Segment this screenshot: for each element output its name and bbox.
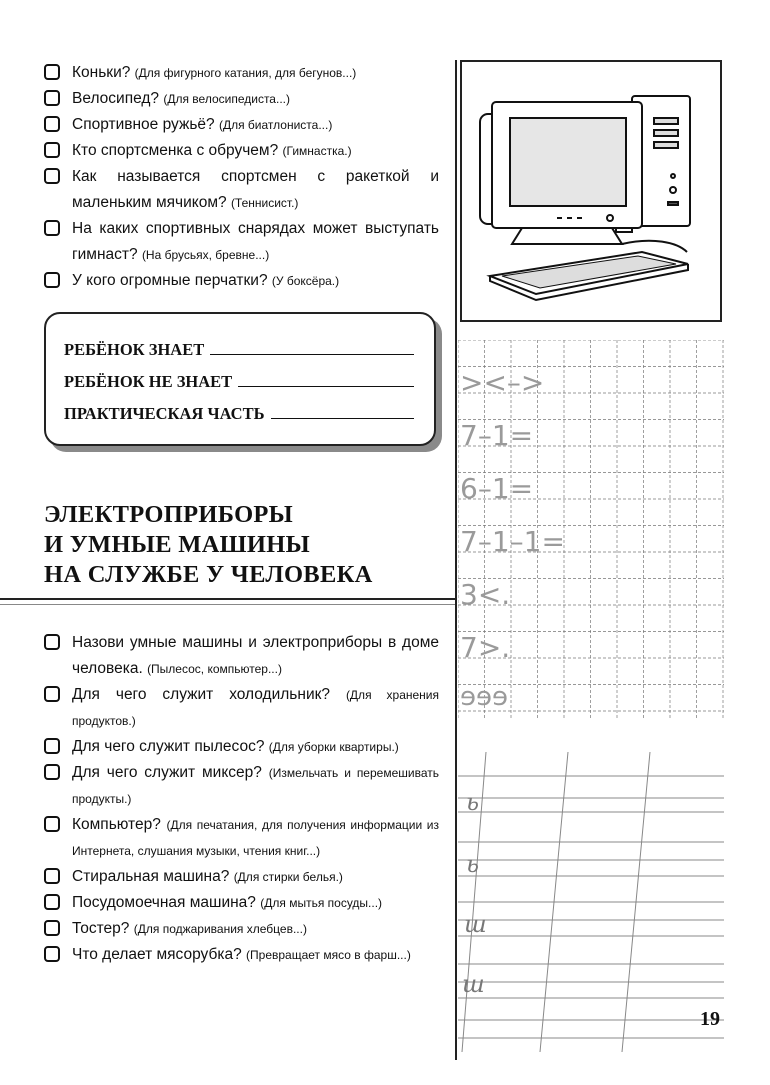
sports-questions-list bbox=[44, 60, 439, 294]
list-item: Для чего служит пылесос? (Для уборки квартиры.) bbox=[44, 734, 439, 760]
list-item: Как называется спортсмен с ракеткой и маленьким мячиком? (Теннисист.) bbox=[44, 164, 439, 216]
grid-row-6: ɘɘɘ bbox=[460, 682, 508, 712]
list-item: Кто спортсменка с обручем? (Гимнастка.) bbox=[44, 138, 439, 164]
handwriting-svg bbox=[458, 752, 724, 1052]
list-item: У кого огромные перчатки? (У боксёра.) bbox=[44, 268, 439, 294]
cursive-letter: ш bbox=[464, 910, 487, 938]
section-divider-thin bbox=[0, 604, 455, 605]
checkbox-icon[interactable] bbox=[44, 894, 60, 910]
computer-icon bbox=[462, 62, 720, 320]
checkbox-icon[interactable] bbox=[44, 816, 60, 832]
checkbox-icon[interactable] bbox=[44, 220, 60, 236]
list-item: Для чего служит холодильник? (Для хранения продуктов.) bbox=[44, 682, 439, 734]
computer-picture bbox=[460, 60, 722, 322]
grid-row-2: 6–1= bbox=[460, 472, 534, 505]
grid-row-0: ><–> bbox=[460, 366, 545, 399]
list-item: Коньки? (Для фигурного катания, для бегунов...) bbox=[44, 60, 439, 86]
cursive-letter: ь bbox=[466, 850, 480, 878]
checkbox-icon[interactable] bbox=[44, 634, 60, 650]
list-item: Велосипед? (Для велосипедиста...) bbox=[44, 86, 439, 112]
grid-svg bbox=[458, 340, 724, 750]
handwriting-lines bbox=[458, 752, 724, 1052]
practical-answer-line[interactable] bbox=[271, 418, 414, 419]
checkbox-icon[interactable] bbox=[44, 116, 60, 132]
grid-row-5: 7>. bbox=[460, 631, 511, 664]
list-item: Компьютер? (Для печатания, для получения информации из Интернета, слушания музыки, чтения книг...) bbox=[44, 812, 439, 864]
checkbox-icon[interactable] bbox=[44, 868, 60, 884]
grid-row-4: 3<. bbox=[460, 578, 511, 611]
list-item: Посудомоечная машина? (Для мытья посуды...) bbox=[44, 890, 439, 916]
cursive-letter: ь bbox=[466, 788, 480, 816]
page-number: 19 bbox=[700, 1008, 720, 1030]
knows-label: РЕБЁНОК ЗНАЕТ bbox=[64, 340, 205, 359]
checkbox-icon[interactable] bbox=[44, 764, 60, 780]
checkbox-icon[interactable] bbox=[44, 272, 60, 288]
list-item: Для чего служит миксер? (Измельчать и перемешивать продукты.) bbox=[44, 760, 439, 812]
practical-row bbox=[64, 392, 416, 424]
checkbox-icon[interactable] bbox=[44, 686, 60, 702]
not-knows-label: РЕБЁНОК НЕ ЗНАЕТ bbox=[64, 372, 233, 391]
grid-row-3: 7–1–1= bbox=[460, 525, 565, 558]
list-item: Стиральная машина? (Для стирки белья.) bbox=[44, 864, 439, 890]
checkbox-icon[interactable] bbox=[44, 168, 60, 184]
checkbox-icon[interactable] bbox=[44, 946, 60, 962]
list-item: На каких спортивных снарядах может выступать гимнаст? (На брусьях, бревне...) bbox=[44, 216, 439, 268]
checkbox-icon[interactable] bbox=[44, 90, 60, 106]
checkbox-icon[interactable] bbox=[44, 142, 60, 158]
not-knows-answer-line[interactable] bbox=[238, 386, 414, 387]
column-divider bbox=[455, 60, 457, 1060]
list-item: Назови умные машины и электроприборы в доме человека. (Пылесос, компьютер...) bbox=[44, 630, 439, 682]
knows-row bbox=[64, 328, 416, 360]
checkbox-icon[interactable] bbox=[44, 738, 60, 754]
math-grid bbox=[458, 340, 724, 750]
list-item: Что делает мясорубка? (Превращает мясо в фарш...) bbox=[44, 942, 439, 968]
section-title: ЭЛЕКТРОПРИБОРЫ И УМНЫЕ МАШИНЫ НА СЛУЖБЕ У ЧЕЛОВЕКА bbox=[44, 501, 373, 588]
section-divider bbox=[0, 598, 455, 600]
list-item: Тостер? (Для поджаривания хлебцев...) bbox=[44, 916, 439, 942]
not-knows-row bbox=[64, 360, 416, 392]
practical-label: ПРАКТИЧЕСКАЯ ЧАСТЬ bbox=[64, 404, 265, 423]
list-item: Спортивное ружьё? (Для биатлониста...) bbox=[44, 112, 439, 138]
appliances-questions-list bbox=[44, 630, 439, 968]
cursive-letter: ш bbox=[462, 970, 485, 998]
assessment-panel bbox=[44, 312, 436, 446]
checkbox-icon[interactable] bbox=[44, 64, 60, 80]
checkbox-icon[interactable] bbox=[44, 920, 60, 936]
knows-answer-line[interactable] bbox=[210, 354, 414, 355]
grid-row-1: 7–1= bbox=[460, 419, 534, 452]
